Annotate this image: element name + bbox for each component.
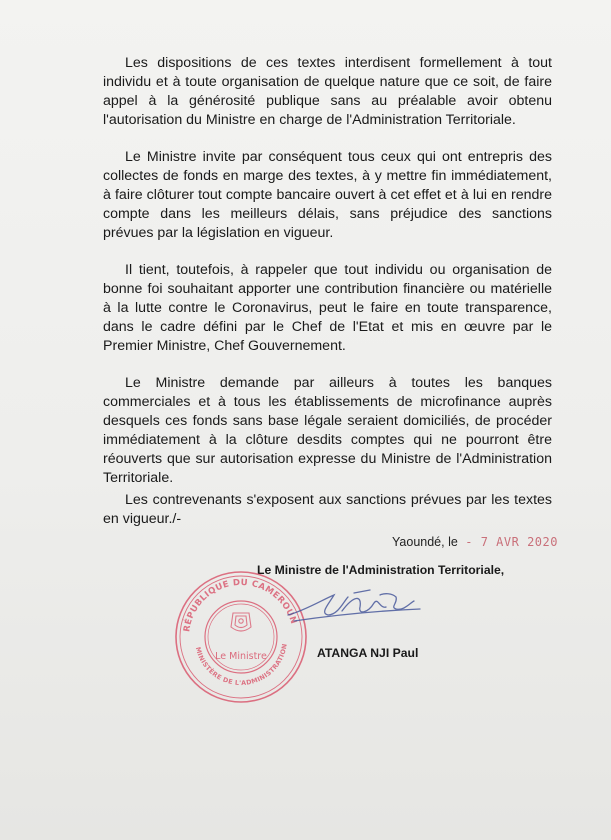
place-and-date bbox=[392, 535, 558, 549]
seal-center-label: Le Ministre bbox=[215, 651, 267, 662]
paragraph-3: Il tient, toutefois, à rappeler que tout individu ou organisation de bonne foi souhaitant apporter une contribution financière ou matérielle à la lutte contre le Coronavirus, peut le faire en toute transparence, dans le cadre défini par le Chef de l'Etat et mis en œuvre par le Premier Ministre, Chef Gouvernement. bbox=[103, 262, 552, 354]
handwritten-signature bbox=[284, 585, 424, 625]
letter-body bbox=[103, 54, 552, 529]
paragraph-2: Le Ministre invite par conséquent tous ceux qui ont entrepris des collectes de fonds en marge des textes, à y mettre fin immédiatement, à faire clôturer tout compte bancaire ouvert à cet effet et à lui en rendre compte dans les meilleurs délais, sans préjudice des sanctions prévues par la législation en vigueur. bbox=[103, 149, 552, 241]
paragraph-1: Les dispositions de ces textes interdisent formellement à tout individu et à toute organisation de quelque nature que ce soit, de faire appel à la générosité publique sans au préalable avoir obtenu l'autorisation du Ministre en charge de l'Administration Territoriale. bbox=[103, 55, 552, 128]
svg-text:MINISTÈRE DE L'ADMINISTRATION: MINISTÈRE DE L'ADMINISTRATION bbox=[193, 642, 289, 688]
signatory-name: ATANGA NJI Paul bbox=[317, 646, 419, 660]
signatory-title: Le Ministre de l'Administration Territoriale, bbox=[257, 563, 505, 577]
paragraph-5: Les contrevenants s'exposent aux sanctions prévues par les textes en vigueur./- bbox=[103, 492, 552, 527]
place-label: Yaoundé, le bbox=[392, 535, 458, 549]
svg-text:RÉPUBLIQUE DU CAMEROUN: RÉPUBLIQUE DU CAMEROUN bbox=[182, 577, 299, 633]
seal-emblem bbox=[231, 613, 251, 631]
paragraph-4: Le Ministre demande par ailleurs à toutes les banques commerciales et à tous les établissements de microfinance auprès desquels ces fonds sans base légale seraient domiciliés, de procéder immédiatement à la clôture desdits comptes qui ne pourront être réouverts que sur autorisation expresse du Ministre de l'Administration Territoriale. bbox=[103, 375, 552, 486]
date-stamp: - 7 AVR 2020 bbox=[465, 535, 558, 549]
